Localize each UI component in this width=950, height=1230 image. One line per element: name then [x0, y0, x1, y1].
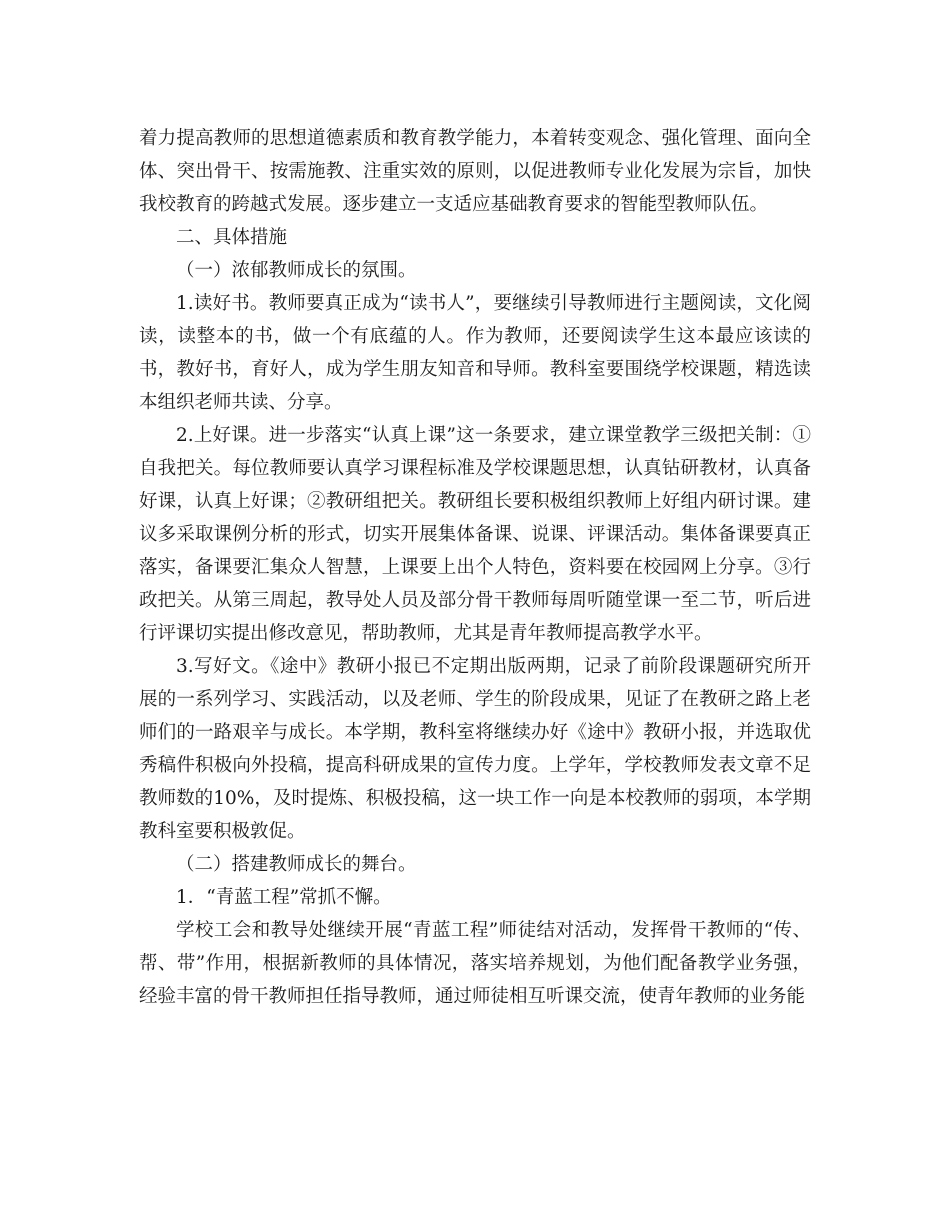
document-body [139, 122, 811, 1013]
item-heading-qinglan: 1．“青蓝工程”常抓不懈。 [176, 887, 392, 908]
subsection-heading-stage: （二）搭建教师成长的舞台。 [176, 854, 417, 875]
paragraph-teach-classes: 2.上好课。进一步落实“认真上课”这一条要求，建立课堂教学三级把关制：①自我把关。每位教师要认真学习课程标准及学校课题思想，认真钻研教材，认真备好课，认真上好课；②教研组把关。教研组长要积极组织教师上好组内研讨课。建议多采取课例分析的形式，切实开展集体备课、说课、评课活动。集体备课要真正落实，备课要汇集众人智慧，上课要上出个人特色，资料要在校园网上分享。③行政把关。从第三周起，教导处人员及部分骨干教师每周听随堂课一至二节，听后进行评课切实提出修改意见，帮助教师，尤其是青年教师提高教学水平。 [139, 425, 811, 644]
paragraph-continuation: 着力提高教师的思想道德素质和教育教学能力，本着转变观念、强化管理、面向全体、突出骨干、按需施教、注重实效的原则，以促进教师专业化发展为宗旨，加快我校教育的跨越式发展。逐步建立一支适应基础教育要求的智能型教师队伍。 [139, 128, 811, 215]
section-heading-measures: 二、具体措施 [176, 227, 288, 248]
paragraph-read-books: 1.读好书。教师要真正成为“读书人”，要继续引导教师进行主题阅读，文化阅读，读整本的书，做一个有底蕴的人。作为教师，还要阅读学生这本最应该读的书，教好书，育好人，成为学生朋友知音和导师。教科室要围绕学校课题，精选读本组织老师共读、分享。 [139, 293, 811, 413]
subsection-heading-atmosphere: （一）浓郁教师成长的氛围。 [176, 260, 417, 281]
paragraph-qinglan-project: 学校工会和教导处继续开展“青蓝工程”师徒结对活动，发挥骨干教师的“传、帮、带”作用，根据新教师的具体情况，落实培养规划，为他们配备教学业务强，经验丰富的骨干教师担任指导教师，通过师徒相互听课交流，使青年教师的业务能 [139, 920, 811, 1007]
paragraph-write-articles: 3.写好文。《途中》教研小报已不定期出版两期，记录了前阶段课题研究所开展的一系列学习、实践活动，以及老师、学生的阶段成果，见证了在教研之路上老师们的一路艰辛与成长。本学期，教科室将继续办好《途中》教研小报，并选取优秀稿件积极向外投稿，提高科研成果的宣传力度。上学年，学校教师发表文章不足教师数的10%，及时提炼、积极投稿，这一块工作一向是本校教师的弱项，本学期教科室要积极敦促。 [139, 656, 811, 842]
